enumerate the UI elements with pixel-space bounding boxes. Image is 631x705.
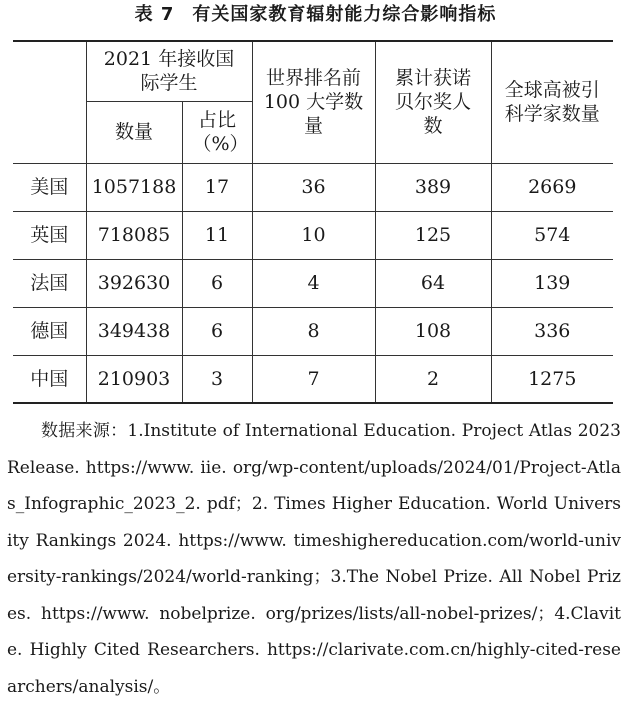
top100-cell: 4	[252, 259, 375, 307]
students-cell: 349438	[86, 307, 182, 355]
students-cell: 392630	[86, 259, 182, 307]
header-intl-students: 2021 年接收国际学生	[86, 41, 252, 101]
table-title: 有关国家教育辐射能力综合影响指标	[192, 4, 497, 25]
table-number: 表 7	[134, 4, 175, 25]
highly-cited-cell: 574	[491, 211, 613, 259]
share-cell: 6	[182, 307, 252, 355]
source-text: 1.Institute of International Education. Project Atlas 2023 Release. https://www. iie. org/wp-content/uploads/2024/01/Project-Atlas_Infographic_2023_2. pdf；2. Times Higher Education. World University Rankings 2024. https://www. timeshighereducation.com/world-university-rankings/2024/world-ranking；3.The Nobel Prize. All Nobel Prizes. https://www. nobelprize. org/prizes/lists/all-nobel-prizes/；4.Clavite. Highly Cited Researchers. https://clarivate.com.cn/highly-cited-researchers/analysis/。	[7, 421, 621, 697]
share-cell: 3	[182, 355, 252, 403]
table-row	[13, 211, 613, 259]
top100-cell: 8	[252, 307, 375, 355]
country-cell: 德国	[13, 307, 86, 355]
header-top100: 世界排名前 100 大学数量	[252, 41, 375, 163]
header-student-count: 数量	[86, 101, 182, 163]
header-corner	[13, 41, 86, 163]
data-source-note	[7, 413, 621, 705]
top100-cell: 10	[252, 211, 375, 259]
nobel-cell: 108	[375, 307, 491, 355]
country-cell: 英国	[13, 211, 86, 259]
students-cell: 718085	[86, 211, 182, 259]
header-nobel: 累计获诺贝尔奖人数	[375, 41, 491, 163]
nobel-cell: 125	[375, 211, 491, 259]
share-cell: 17	[182, 163, 252, 211]
header-row-1	[13, 41, 613, 101]
nobel-cell: 64	[375, 259, 491, 307]
highly-cited-cell: 2669	[491, 163, 613, 211]
source-label: 数据来源：	[41, 421, 128, 441]
highly-cited-cell: 1275	[491, 355, 613, 403]
top100-cell: 36	[252, 163, 375, 211]
share-cell: 6	[182, 259, 252, 307]
table-row	[13, 307, 613, 355]
country-cell: 美国	[13, 163, 86, 211]
share-cell: 11	[182, 211, 252, 259]
students-cell: 210903	[86, 355, 182, 403]
header-student-share: 占比（%）	[182, 101, 252, 163]
nobel-cell: 2	[375, 355, 491, 403]
header-highly-cited: 全球高被引科学家数量	[491, 41, 613, 163]
students-cell: 1057188	[86, 163, 182, 211]
nobel-cell: 389	[375, 163, 491, 211]
table-row	[13, 163, 613, 211]
highly-cited-cell: 139	[491, 259, 613, 307]
country-cell: 中国	[13, 355, 86, 403]
highly-cited-cell: 336	[491, 307, 613, 355]
country-cell: 法国	[13, 259, 86, 307]
indicator-table	[13, 40, 613, 404]
table-row	[13, 355, 613, 403]
table-row	[13, 259, 613, 307]
table-caption	[0, 2, 631, 28]
top100-cell: 7	[252, 355, 375, 403]
